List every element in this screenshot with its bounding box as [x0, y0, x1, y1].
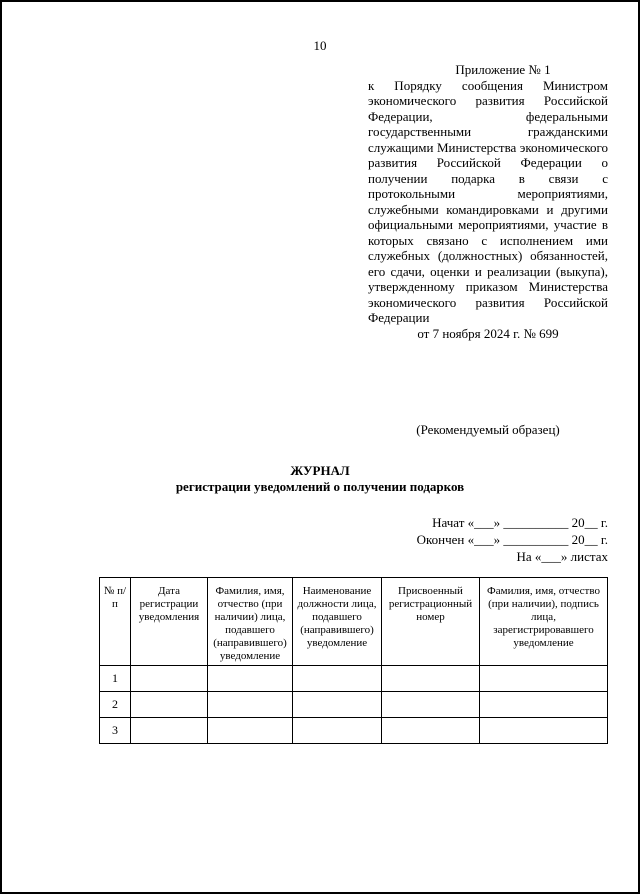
table-cell — [382, 692, 480, 718]
table-cell — [293, 718, 382, 744]
period-ended: Окончен «___» __________ 20__ г. — [416, 532, 608, 547]
table-cell — [131, 666, 208, 692]
table-cell — [208, 692, 293, 718]
table-cell — [208, 718, 293, 744]
table-cell — [131, 692, 208, 718]
recommended-sample-note: (Рекомендуемый образец) — [416, 422, 560, 437]
journal-heading — [0, 463, 640, 495]
period-sheets: На «___» листах — [516, 549, 608, 564]
column-header-date: Дата регистрации уведомления — [131, 578, 208, 666]
appendix-block — [368, 62, 608, 341]
column-header-registration-number: Присвоенный регистрационный номер — [382, 578, 480, 666]
journal-period — [417, 514, 608, 565]
appendix-date: от 7 ноября 2024 г. № 699 — [417, 325, 559, 341]
appendix-title: Приложение № 1 — [455, 62, 551, 77]
column-header-registrar: Фамилия, имя, отчество (при наличии), подпись лица, зарегистрировавшего уведомление — [480, 578, 608, 666]
table-row — [100, 718, 608, 744]
table-row — [100, 692, 608, 718]
journal-table — [99, 577, 608, 744]
journal-subtitle: регистрации уведомлений о получении подарков — [175, 479, 465, 494]
table-cell — [480, 718, 608, 744]
table-cell — [382, 718, 480, 744]
table-cell — [480, 692, 608, 718]
journal-title: ЖУРНАЛ — [290, 463, 350, 478]
table-cell — [480, 666, 608, 692]
table-cell — [293, 666, 382, 692]
table-cell — [131, 718, 208, 744]
row-number: 1 — [100, 666, 131, 692]
row-number: 2 — [100, 692, 131, 718]
column-header-submitter-name: Фамилия, имя, отчество (при наличии) лица, подавшего (направившего) уведомление — [208, 578, 293, 666]
appendix-body: к Порядку сообщения Министром экономического развития Российской Федерации, федеральными государственными гражданскими служащими Министерства экономического развития Российской Федерации о получении подарка в связи с протокольными мероприятиями, служебными командировками и другими официальными мероприятиями, участие в которых связано с исполнением ими служебных (должностных) обязанностей, его сдачи, оценки и реализации (выкупа), утвержденному приказом Министерства экономического развития Российской Федерации — [368, 77, 608, 325]
table-row — [100, 666, 608, 692]
column-header-number: № п/п — [100, 578, 131, 666]
page-number: 10 — [313, 38, 327, 53]
table-cell — [382, 666, 480, 692]
period-started: Начат «___» __________ 20__ г. — [432, 515, 608, 530]
column-header-position: Наименование должности лица, подавшего (направившего) уведомление — [293, 578, 382, 666]
row-number: 3 — [100, 718, 131, 744]
table-cell — [208, 666, 293, 692]
table-header-row — [100, 578, 608, 666]
table-cell — [293, 692, 382, 718]
